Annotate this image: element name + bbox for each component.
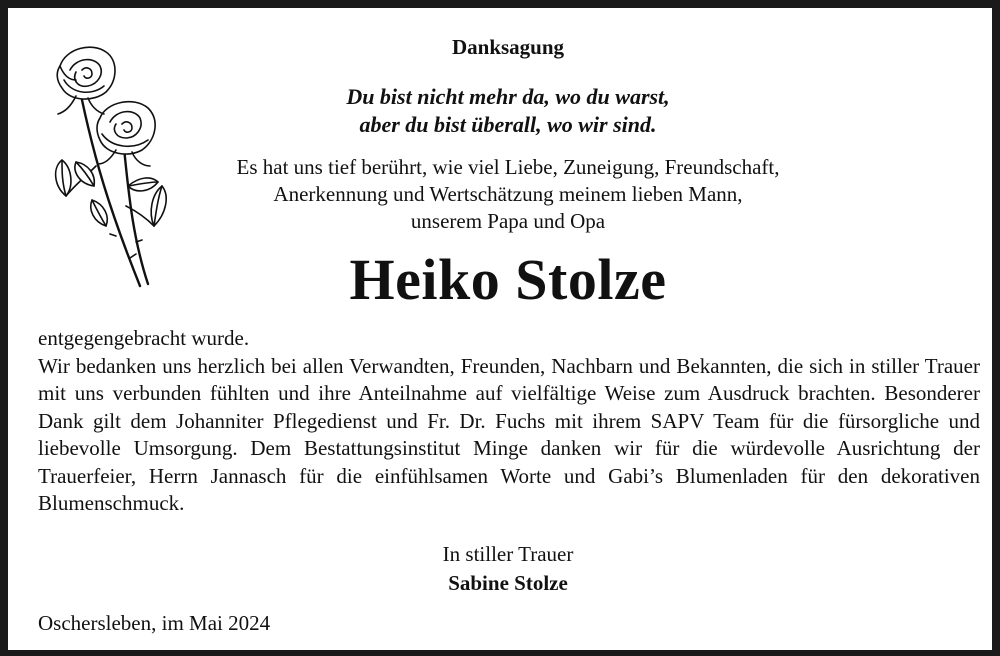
thanks-body (38, 325, 980, 518)
body-lead: entgegengebracht wurde. (38, 326, 250, 350)
quote-line: Du bist nicht mehr da, wo du warst, (346, 84, 670, 109)
intro-line: Anerkennung und Wertschätzung meinem lieben Mann, (273, 182, 743, 206)
quote-line: aber du bist überall, wo wir sind. (359, 112, 657, 137)
intro-text (8, 154, 1000, 235)
intro-line: Es hat uns tief berührt, wie viel Liebe, Zuneigung, Freundschaft, (236, 155, 780, 179)
deceased-name: Heiko Stolze (349, 247, 667, 312)
intro-line: unserem Papa und Opa (410, 209, 606, 233)
memorial-quote (8, 83, 1000, 139)
body-paragraph: Wir bedanken uns herzlich bei allen Verwandten, Freunden, Nachbarn und Bekannten, die sich in stiller Trauer mit uns verbunden fühlten und ihre Anteilnahme auf vielfältige Weise zum Ausdruck brachten. Besonderer Dank gilt dem Johanniter Pflegedienst und Fr. Dr. Fuchs mit ihrem SAPV Team für die fürsorgliche und liebevolle Umsorgung. Dem Bestattungsinstitut Minge danken wir für die würdevolle Ausrichtung der Trauerfeier, Herrn Jannasch für die einfühlsamen Worte und Gabi’s Blumenladen für den dekorativen Blumenschmuck. (38, 353, 980, 515)
place-date: Oschersleben, im Mai 2024 (38, 611, 271, 635)
signer-name: Sabine Stolze (448, 571, 568, 595)
signature-block (8, 540, 1000, 598)
closing-phrase: In stiller Trauer (442, 542, 574, 566)
notice-heading: Danksagung (451, 35, 565, 59)
